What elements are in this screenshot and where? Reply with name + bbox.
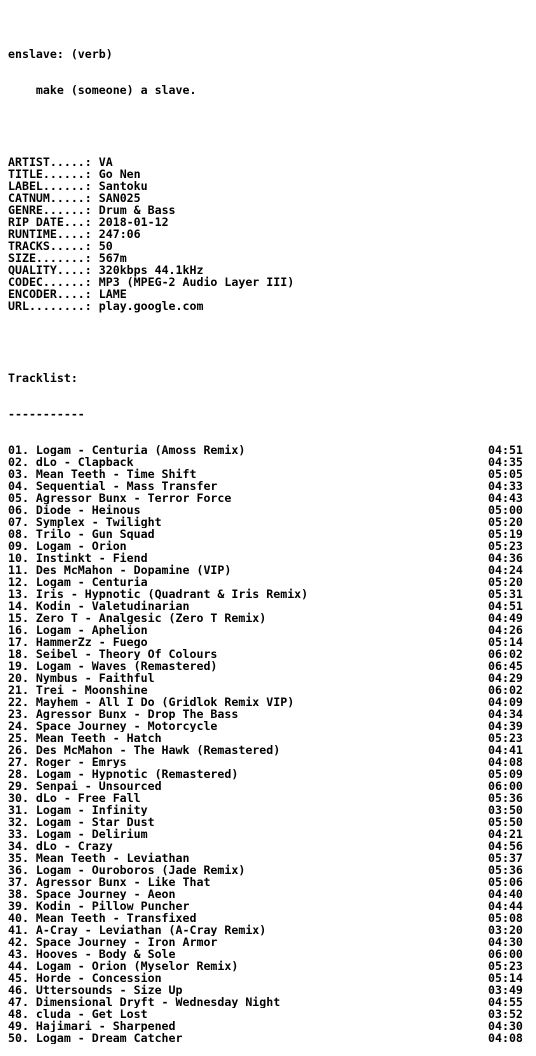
info-key: RUNTIME....:: [8, 227, 92, 241]
track-row: [8, 636, 528, 648]
track-duration: 05:14: [488, 971, 523, 985]
track-title: 30. dLo - Free Fall: [8, 792, 141, 804]
track-row: [8, 996, 528, 1008]
track-row: [8, 684, 528, 696]
track-row: [8, 480, 528, 492]
tracklist-underline: -----------: [8, 407, 85, 421]
track-title: 50. Logam - Dream Catcher: [8, 1032, 183, 1044]
track-row: [8, 696, 528, 708]
track-row: [8, 744, 528, 756]
track-duration: 06:00: [488, 947, 523, 961]
track-title: 36. Logam - Ouroboros (Jade Remix): [8, 864, 246, 876]
track-title: 14. Kodin - Valetudinarian: [8, 600, 190, 612]
track-row: [8, 888, 528, 900]
track-row: [8, 948, 528, 960]
track-duration: 04:35: [488, 455, 523, 469]
track-duration: 04:29: [488, 671, 523, 685]
track-row: [8, 708, 528, 720]
track-row: [8, 468, 528, 480]
track-title: 41. A-Cray - Leviathan (A-Cray Remix): [8, 924, 267, 936]
track-duration: 04:21: [488, 827, 523, 841]
track-row: [8, 768, 528, 780]
track-duration: 04:34: [488, 707, 523, 721]
spacer: [8, 336, 536, 348]
track-title: 05. Agressor Bunx - Terror Force: [8, 492, 232, 504]
track-duration: 05:23: [488, 539, 523, 553]
track-duration: 04:43: [488, 491, 523, 505]
track-row: [8, 1032, 528, 1044]
track-duration: 04:56: [488, 839, 523, 853]
track-row: [8, 792, 528, 804]
track-row: [8, 672, 528, 684]
track-row: [8, 588, 528, 600]
track-duration: 04:36: [488, 551, 523, 565]
track-title: 11. Des McMahon - Dopamine (VIP): [8, 564, 232, 576]
track-title: 04. Sequential - Mass Transfer: [8, 480, 218, 492]
info-value: 50: [98, 239, 113, 253]
track-row: [8, 720, 528, 732]
track-title: 23. Agressor Bunx - Drop The Bass: [8, 708, 239, 720]
track-title: 27. Roger - Emrys: [8, 756, 127, 768]
track-duration: 04:30: [488, 1019, 523, 1033]
track-row: [8, 612, 528, 624]
info-key: TRACKS.....:: [8, 239, 92, 253]
track-duration: 04:26: [488, 623, 523, 637]
track-title: 06. Diode - Heinous: [8, 504, 141, 516]
track-duration: 06:45: [488, 659, 523, 673]
track-title: 03. Mean Teeth - Time Shift: [8, 468, 197, 480]
definition-line-1: enslave: (verb): [8, 47, 113, 61]
track-title: 17. HammerZz - Fuego: [8, 636, 148, 648]
track-duration: 05:23: [488, 959, 523, 973]
track-row: [8, 552, 528, 564]
track-duration: 05:31: [488, 587, 523, 601]
info-key: RIP DATE...:: [8, 215, 92, 229]
track-title: 22. Mayhem - All I Do (Gridlok Remix VIP): [8, 696, 295, 708]
track-title: 18. Seibel - Theory Of Colours: [8, 648, 218, 660]
track-duration: 05:20: [488, 515, 523, 529]
track-duration: 05:36: [488, 791, 523, 805]
track-title: 43. Hooves - Body & Sole: [8, 948, 176, 960]
track-duration: 04:49: [488, 611, 523, 625]
track-duration: 04:08: [488, 755, 523, 769]
track-row: [8, 648, 528, 660]
info-value: 2018-01-12: [98, 215, 169, 229]
track-title: 48. cluda - Get Lost: [8, 1008, 148, 1020]
track-duration: 04:30: [488, 935, 523, 949]
track-title: 28. Logam - Hypnotic (Remastered): [8, 768, 239, 780]
track-title: 46. Uttersounds - Size Up: [8, 984, 183, 996]
track-title: 16. Logam - Aphelion: [8, 624, 148, 636]
track-row: [8, 660, 528, 672]
track-row: [8, 504, 528, 516]
track-title: 31. Logam - Infinity: [8, 804, 148, 816]
track-duration: 04:51: [488, 599, 523, 613]
track-title: 07. Symplex - Twilight: [8, 516, 162, 528]
track-duration: 05:14: [488, 635, 523, 649]
track-duration: 05:00: [488, 503, 523, 517]
info-key: SIZE.......:: [8, 251, 92, 265]
track-row: [8, 864, 528, 876]
track-title: 47. Dimensional Dryft - Wednesday Night: [8, 996, 281, 1008]
spacer: [8, 120, 536, 132]
track-title: 38. Space Journey - Aeon: [8, 888, 176, 900]
track-duration: 04:24: [488, 563, 523, 577]
info-value: SAN025: [98, 191, 141, 205]
track-title: 15. Zero T - Analgesic (Zero T Remix): [8, 612, 267, 624]
info-key: URL........:: [8, 299, 92, 313]
track-duration: 04:44: [488, 899, 523, 913]
track-duration: 05:23: [488, 731, 523, 745]
track-title: 02. dLo - Clapback: [8, 456, 134, 468]
track-duration: 04:40: [488, 887, 523, 901]
track-title: 19. Logam - Waves (Remastered): [8, 660, 218, 672]
track-title: 35. Mean Teeth - Leviathan: [8, 852, 190, 864]
info-key: QUALITY....:: [8, 263, 92, 277]
track-row: [8, 444, 528, 456]
track-row: [8, 756, 528, 768]
info-value: 320kbps 44.1kHz: [98, 263, 204, 277]
track-duration: 05:37: [488, 851, 523, 865]
track-row: [8, 972, 528, 984]
info-key: CATNUM.....:: [8, 191, 92, 205]
track-duration: 04:41: [488, 743, 523, 757]
info-key: TITLE......:: [8, 167, 92, 181]
track-duration: 04:33: [488, 479, 523, 493]
track-duration: 03:49: [488, 983, 523, 997]
track-duration: 05:08: [488, 911, 523, 925]
track-row: [8, 492, 528, 504]
track-duration: 04:51: [488, 443, 523, 457]
track-duration: 05:36: [488, 863, 523, 877]
track-row: [8, 876, 528, 888]
track-title: 49. Hajimari - Sharpened: [8, 1020, 176, 1032]
definition-line-2: make (someone) a slave.: [8, 83, 197, 97]
track-row: [8, 1020, 528, 1032]
track-title: 13. Iris - Hypnotic (Quadrant & Iris Remix): [8, 588, 309, 600]
info-value: Santoku: [98, 179, 148, 193]
track-row: [8, 540, 528, 552]
track-row: [8, 936, 528, 948]
track-duration: 05:05: [488, 467, 523, 481]
info-row: [8, 300, 536, 312]
info-value: 567m: [98, 251, 127, 265]
track-duration: 04:55: [488, 995, 523, 1009]
track-row: [8, 516, 528, 528]
track-row: [8, 912, 528, 924]
track-title: 37. Agressor Bunx - Like That: [8, 876, 211, 888]
track-duration: 04:39: [488, 719, 523, 733]
info-key: ENCODER....:: [8, 287, 92, 301]
info-key: CODEC......:: [8, 275, 92, 289]
track-duration: 03:52: [488, 1007, 523, 1021]
track-row: [8, 528, 528, 540]
info-value: LAME: [98, 287, 127, 301]
track-title: 32. Logam - Star Dust: [8, 816, 155, 828]
track-row: [8, 1008, 528, 1020]
track-row: [8, 624, 528, 636]
track-row: [8, 984, 528, 996]
track-title: 42. Space Journey - Iron Armor: [8, 936, 218, 948]
tracklist: [8, 444, 536, 1044]
info-value: MP3 (MPEG-2 Audio Layer III): [98, 275, 295, 289]
track-duration: 05:09: [488, 767, 523, 781]
track-row: [8, 828, 528, 840]
track-duration: 06:02: [488, 647, 523, 661]
track-title: 26. Des McMahon - The Hawk (Remastered): [8, 744, 281, 756]
track-title: 20. Nymbus - Faithful: [8, 672, 155, 684]
track-duration: 05:19: [488, 527, 523, 541]
track-title: 09. Logam - Orion: [8, 540, 127, 552]
track-duration: 04:09: [488, 695, 523, 709]
tracklist-heading: Tracklist:: [8, 371, 78, 385]
info-key: GENRE......:: [8, 203, 92, 217]
track-title: 08. Trilo - Gun Squad: [8, 528, 155, 540]
track-duration: 05:50: [488, 815, 523, 829]
info-value: VA: [98, 155, 113, 169]
release-info: [8, 156, 536, 312]
track-row: [8, 732, 528, 744]
track-duration: 03:20: [488, 923, 523, 937]
track-row: [8, 780, 528, 792]
track-title: 24. Space Journey - Motorcycle: [8, 720, 218, 732]
info-key: LABEL......:: [8, 179, 92, 193]
track-title: 34. dLo - Crazy: [8, 840, 113, 852]
track-row: [8, 924, 528, 936]
track-duration: 05:20: [488, 575, 523, 589]
track-row: [8, 576, 528, 588]
track-row: [8, 816, 528, 828]
track-duration: 05:06: [488, 875, 523, 889]
track-row: [8, 852, 528, 864]
track-duration: 06:00: [488, 779, 523, 793]
track-duration: 06:02: [488, 683, 523, 697]
track-row: [8, 804, 528, 816]
track-title: 10. Instinkt - Fiend: [8, 552, 148, 564]
track-title: 40. Mean Teeth - Transfixed: [8, 912, 197, 924]
info-value: Go Nen: [98, 167, 141, 181]
track-row: [8, 960, 528, 972]
track-duration: 04:08: [488, 1031, 523, 1045]
track-title: 29. Senpai - Unsourced: [8, 780, 162, 792]
track-title: 25. Mean Teeth - Hatch: [8, 732, 162, 744]
track-title: 33. Logam - Delirium: [8, 828, 148, 840]
track-row: [8, 840, 528, 852]
track-title: 44. Logam - Orion (Myselor Remix): [8, 960, 239, 972]
track-title: 12. Logam - Centuria: [8, 576, 148, 588]
track-title: 01. Logam - Centuria (Amoss Remix): [8, 444, 246, 456]
track-duration: 03:50: [488, 803, 523, 817]
info-value: play.google.com: [98, 299, 204, 313]
track-row: [8, 900, 528, 912]
info-value: 247:06: [98, 227, 141, 241]
info-value: Drum & Bass: [98, 203, 176, 217]
track-row: [8, 456, 528, 468]
track-title: 45. Horde - Concession: [8, 972, 162, 984]
info-key: ARTIST.....:: [8, 155, 92, 169]
track-title: 21. Trei - Moonshine: [8, 684, 148, 696]
track-row: [8, 564, 528, 576]
track-row: [8, 600, 528, 612]
track-title: 39. Kodin - Pillow Puncher: [8, 900, 190, 912]
